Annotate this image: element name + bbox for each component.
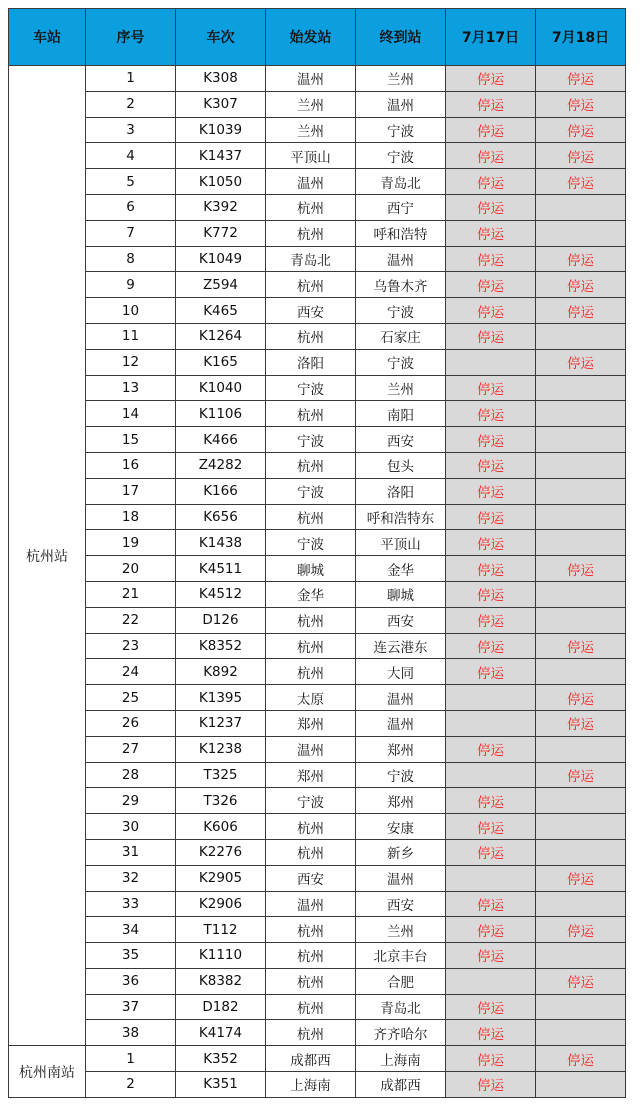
origin-station: 温州 xyxy=(266,169,356,195)
status-jul18: 停运 xyxy=(536,272,626,298)
origin-station: 温州 xyxy=(266,66,356,92)
status-jul18: 停运 xyxy=(536,349,626,375)
row-number: 33 xyxy=(86,891,176,917)
table-row xyxy=(9,814,626,840)
destination-station: 西安 xyxy=(356,607,446,633)
status-jul18: 停运 xyxy=(536,298,626,324)
status-jul17: 停运 xyxy=(446,401,536,427)
destination-station: 包头 xyxy=(356,452,446,478)
status-jul17: 停运 xyxy=(446,66,536,92)
train-number: D182 xyxy=(176,994,266,1020)
status-jul17 xyxy=(446,762,536,788)
origin-station: 宁波 xyxy=(266,478,356,504)
row-number: 37 xyxy=(86,994,176,1020)
train-number: Z4282 xyxy=(176,452,266,478)
destination-station: 青岛北 xyxy=(356,994,446,1020)
table-row xyxy=(9,272,626,298)
destination-station: 北京丰台 xyxy=(356,943,446,969)
row-number: 22 xyxy=(86,607,176,633)
status-jul17: 停运 xyxy=(446,917,536,943)
table-row xyxy=(9,633,626,659)
table-row xyxy=(9,788,626,814)
origin-station: 宁波 xyxy=(266,788,356,814)
row-number: 21 xyxy=(86,581,176,607)
status-jul17: 停运 xyxy=(446,427,536,453)
status-jul18: 停运 xyxy=(536,169,626,195)
origin-station: 杭州 xyxy=(266,452,356,478)
train-number: K772 xyxy=(176,220,266,246)
train-number: K1237 xyxy=(176,710,266,736)
status-jul17: 停运 xyxy=(446,1072,536,1098)
destination-station: 温州 xyxy=(356,685,446,711)
status-jul17 xyxy=(446,685,536,711)
status-jul17: 停运 xyxy=(446,1020,536,1046)
table-row xyxy=(9,143,626,169)
row-number: 32 xyxy=(86,865,176,891)
status-jul17: 停运 xyxy=(446,581,536,607)
row-number: 36 xyxy=(86,968,176,994)
train-number: K308 xyxy=(176,66,266,92)
table-row xyxy=(9,169,626,195)
destination-station: 呼和浩特 xyxy=(356,220,446,246)
table-row xyxy=(9,530,626,556)
destination-station: 郑州 xyxy=(356,736,446,762)
train-number: K606 xyxy=(176,814,266,840)
header-train: 车次 xyxy=(176,9,266,66)
origin-station: 杭州 xyxy=(266,659,356,685)
destination-station: 西安 xyxy=(356,891,446,917)
destination-station: 石家庄 xyxy=(356,323,446,349)
status-jul17: 停运 xyxy=(446,478,536,504)
train-number: K1438 xyxy=(176,530,266,556)
row-number: 5 xyxy=(86,169,176,195)
table-row xyxy=(9,504,626,530)
row-number: 27 xyxy=(86,736,176,762)
header-date-jul18: 7月18日 xyxy=(536,9,626,66)
row-number: 15 xyxy=(86,427,176,453)
origin-station: 郑州 xyxy=(266,762,356,788)
status-jul17: 停运 xyxy=(446,504,536,530)
status-jul17: 停运 xyxy=(446,91,536,117)
status-jul17: 停运 xyxy=(446,143,536,169)
table-row xyxy=(9,736,626,762)
row-number: 8 xyxy=(86,246,176,272)
status-jul18 xyxy=(536,375,626,401)
status-jul18 xyxy=(536,581,626,607)
train-number: K8352 xyxy=(176,633,266,659)
status-jul18: 停运 xyxy=(536,633,626,659)
table-row xyxy=(9,607,626,633)
status-jul17: 停运 xyxy=(446,736,536,762)
origin-station: 平顶山 xyxy=(266,143,356,169)
destination-station: 温州 xyxy=(356,710,446,736)
row-number: 16 xyxy=(86,452,176,478)
status-jul18: 停运 xyxy=(536,117,626,143)
table-row xyxy=(9,865,626,891)
status-jul17: 停运 xyxy=(446,633,536,659)
status-jul17: 停运 xyxy=(446,452,536,478)
train-number: T325 xyxy=(176,762,266,788)
row-number: 13 xyxy=(86,375,176,401)
status-jul17 xyxy=(446,349,536,375)
train-number: K892 xyxy=(176,659,266,685)
train-number: K166 xyxy=(176,478,266,504)
status-jul17: 停运 xyxy=(446,994,536,1020)
row-number: 30 xyxy=(86,814,176,840)
table-row xyxy=(9,685,626,711)
header-station: 车站 xyxy=(9,9,86,66)
status-jul17: 停运 xyxy=(446,220,536,246)
destination-station: 温州 xyxy=(356,91,446,117)
table-row xyxy=(9,66,626,92)
status-jul18 xyxy=(536,194,626,220)
status-jul17: 停运 xyxy=(446,839,536,865)
table-row xyxy=(9,581,626,607)
train-number: K465 xyxy=(176,298,266,324)
origin-station: 温州 xyxy=(266,736,356,762)
status-jul17 xyxy=(446,968,536,994)
destination-station: 呼和浩特东 xyxy=(356,504,446,530)
destination-station: 西安 xyxy=(356,427,446,453)
table-row xyxy=(9,91,626,117)
train-number: K1437 xyxy=(176,143,266,169)
row-number: 25 xyxy=(86,685,176,711)
origin-station: 杭州 xyxy=(266,272,356,298)
train-number: T112 xyxy=(176,917,266,943)
origin-station: 西安 xyxy=(266,298,356,324)
status-jul18 xyxy=(536,452,626,478)
destination-station: 郑州 xyxy=(356,788,446,814)
status-jul18 xyxy=(536,943,626,969)
table-row xyxy=(9,246,626,272)
origin-station: 杭州 xyxy=(266,968,356,994)
status-jul17: 停运 xyxy=(446,375,536,401)
train-number: K1395 xyxy=(176,685,266,711)
train-number: K351 xyxy=(176,1072,266,1098)
row-number: 24 xyxy=(86,659,176,685)
status-jul18 xyxy=(536,323,626,349)
row-number: 2 xyxy=(86,1072,176,1098)
destination-station: 宁波 xyxy=(356,143,446,169)
header-date-jul17: 7月17日 xyxy=(446,9,536,66)
row-number: 26 xyxy=(86,710,176,736)
destination-station: 新乡 xyxy=(356,839,446,865)
status-jul18 xyxy=(536,814,626,840)
origin-station: 兰州 xyxy=(266,91,356,117)
row-number: 19 xyxy=(86,530,176,556)
origin-station: 杭州 xyxy=(266,839,356,865)
status-jul18 xyxy=(536,401,626,427)
status-jul18: 停运 xyxy=(536,66,626,92)
status-jul17: 停运 xyxy=(446,530,536,556)
train-number: K466 xyxy=(176,427,266,453)
row-number: 29 xyxy=(86,788,176,814)
destination-station: 宁波 xyxy=(356,298,446,324)
origin-station: 杭州 xyxy=(266,194,356,220)
origin-station: 杭州 xyxy=(266,1020,356,1046)
status-jul17: 停运 xyxy=(446,323,536,349)
origin-station: 聊城 xyxy=(266,556,356,582)
destination-station: 兰州 xyxy=(356,375,446,401)
row-number: 11 xyxy=(86,323,176,349)
origin-station: 杭州 xyxy=(266,323,356,349)
status-jul18 xyxy=(536,478,626,504)
origin-station: 成都西 xyxy=(266,1046,356,1072)
status-jul18 xyxy=(536,1072,626,1098)
destination-station: 合肥 xyxy=(356,968,446,994)
origin-station: 宁波 xyxy=(266,530,356,556)
train-number: K1039 xyxy=(176,117,266,143)
status-jul18: 停运 xyxy=(536,685,626,711)
table-row xyxy=(9,891,626,917)
train-number: K1238 xyxy=(176,736,266,762)
origin-station: 杭州 xyxy=(266,633,356,659)
train-number: K4511 xyxy=(176,556,266,582)
row-number: 4 xyxy=(86,143,176,169)
destination-station: 大同 xyxy=(356,659,446,685)
status-jul18: 停运 xyxy=(536,968,626,994)
table-row xyxy=(9,452,626,478)
status-jul17: 停运 xyxy=(446,788,536,814)
origin-station: 青岛北 xyxy=(266,246,356,272)
destination-station: 洛阳 xyxy=(356,478,446,504)
destination-station: 青岛北 xyxy=(356,169,446,195)
status-jul18: 停运 xyxy=(536,246,626,272)
table-row xyxy=(9,194,626,220)
train-number: K2906 xyxy=(176,891,266,917)
row-number: 18 xyxy=(86,504,176,530)
status-jul18 xyxy=(536,788,626,814)
status-jul17 xyxy=(446,710,536,736)
train-number: K1049 xyxy=(176,246,266,272)
row-number: 2 xyxy=(86,91,176,117)
row-number: 38 xyxy=(86,1020,176,1046)
station-name: 杭州站 xyxy=(9,66,86,1046)
row-number: 7 xyxy=(86,220,176,246)
train-number: K1050 xyxy=(176,169,266,195)
status-jul17: 停运 xyxy=(446,556,536,582)
table-row xyxy=(9,375,626,401)
status-jul18: 停运 xyxy=(536,917,626,943)
origin-station: 洛阳 xyxy=(266,349,356,375)
table-row xyxy=(9,917,626,943)
status-jul18 xyxy=(536,839,626,865)
table-row xyxy=(9,762,626,788)
status-jul17: 停运 xyxy=(446,246,536,272)
origin-station: 兰州 xyxy=(266,117,356,143)
status-jul18 xyxy=(536,736,626,762)
train-number: K307 xyxy=(176,91,266,117)
origin-station: 杭州 xyxy=(266,917,356,943)
train-number: D126 xyxy=(176,607,266,633)
destination-station: 乌鲁木齐 xyxy=(356,272,446,298)
train-number: K4174 xyxy=(176,1020,266,1046)
origin-station: 杭州 xyxy=(266,994,356,1020)
origin-station: 杭州 xyxy=(266,814,356,840)
status-jul18 xyxy=(536,427,626,453)
status-jul17: 停运 xyxy=(446,272,536,298)
destination-station: 平顶山 xyxy=(356,530,446,556)
train-number: K8382 xyxy=(176,968,266,994)
origin-station: 宁波 xyxy=(266,427,356,453)
status-jul18: 停运 xyxy=(536,1046,626,1072)
header-origin: 始发站 xyxy=(266,9,356,66)
status-jul17: 停运 xyxy=(446,194,536,220)
row-number: 14 xyxy=(86,401,176,427)
status-jul18 xyxy=(536,504,626,530)
status-jul18 xyxy=(536,607,626,633)
table-row xyxy=(9,220,626,246)
header-row xyxy=(9,9,626,66)
table-row xyxy=(9,1046,626,1072)
origin-station: 太原 xyxy=(266,685,356,711)
status-jul17: 停运 xyxy=(446,891,536,917)
train-suspension-table xyxy=(8,8,626,1098)
row-number: 12 xyxy=(86,349,176,375)
origin-station: 温州 xyxy=(266,891,356,917)
destination-station: 上海南 xyxy=(356,1046,446,1072)
status-jul18: 停运 xyxy=(536,556,626,582)
origin-station: 金华 xyxy=(266,581,356,607)
row-number: 34 xyxy=(86,917,176,943)
table-row xyxy=(9,478,626,504)
train-number: K1264 xyxy=(176,323,266,349)
train-number: K1040 xyxy=(176,375,266,401)
row-number: 23 xyxy=(86,633,176,659)
table-row xyxy=(9,659,626,685)
status-jul18: 停运 xyxy=(536,865,626,891)
destination-station: 兰州 xyxy=(356,917,446,943)
table-row xyxy=(9,427,626,453)
table-row xyxy=(9,298,626,324)
table-row xyxy=(9,994,626,1020)
status-jul17: 停运 xyxy=(446,169,536,195)
status-jul18: 停运 xyxy=(536,91,626,117)
table-row xyxy=(9,1020,626,1046)
destination-station: 温州 xyxy=(356,865,446,891)
status-jul18 xyxy=(536,659,626,685)
destination-station: 连云港东 xyxy=(356,633,446,659)
station-name: 杭州南站 xyxy=(9,1046,86,1098)
destination-station: 宁波 xyxy=(356,349,446,375)
status-jul18 xyxy=(536,220,626,246)
table-row xyxy=(9,943,626,969)
destination-station: 温州 xyxy=(356,246,446,272)
origin-station: 杭州 xyxy=(266,607,356,633)
origin-station: 杭州 xyxy=(266,943,356,969)
status-jul17 xyxy=(446,865,536,891)
origin-station: 杭州 xyxy=(266,220,356,246)
row-number: 10 xyxy=(86,298,176,324)
table-row xyxy=(9,968,626,994)
train-number: K656 xyxy=(176,504,266,530)
origin-station: 上海南 xyxy=(266,1072,356,1098)
row-number: 17 xyxy=(86,478,176,504)
row-number: 35 xyxy=(86,943,176,969)
status-jul17: 停运 xyxy=(446,607,536,633)
status-jul17: 停运 xyxy=(446,814,536,840)
train-number: T326 xyxy=(176,788,266,814)
table-row xyxy=(9,710,626,736)
status-jul17: 停运 xyxy=(446,943,536,969)
origin-station: 杭州 xyxy=(266,401,356,427)
train-number: Z594 xyxy=(176,272,266,298)
destination-station: 西宁 xyxy=(356,194,446,220)
destination-station: 南阳 xyxy=(356,401,446,427)
header-destination: 终到站 xyxy=(356,9,446,66)
row-number: 1 xyxy=(86,1046,176,1072)
status-jul17: 停运 xyxy=(446,1046,536,1072)
destination-station: 兰州 xyxy=(356,66,446,92)
destination-station: 宁波 xyxy=(356,117,446,143)
origin-station: 郑州 xyxy=(266,710,356,736)
table-row xyxy=(9,349,626,375)
table-row xyxy=(9,839,626,865)
row-number: 3 xyxy=(86,117,176,143)
table-row xyxy=(9,401,626,427)
train-number: K4512 xyxy=(176,581,266,607)
origin-station: 杭州 xyxy=(266,504,356,530)
destination-station: 金华 xyxy=(356,556,446,582)
destination-station: 宁波 xyxy=(356,762,446,788)
destination-station: 成都西 xyxy=(356,1072,446,1098)
destination-station: 安康 xyxy=(356,814,446,840)
train-number: K2276 xyxy=(176,839,266,865)
row-number: 20 xyxy=(86,556,176,582)
destination-station: 齐齐哈尔 xyxy=(356,1020,446,1046)
train-number: K1106 xyxy=(176,401,266,427)
status-jul18 xyxy=(536,530,626,556)
train-number: K352 xyxy=(176,1046,266,1072)
row-number: 28 xyxy=(86,762,176,788)
origin-station: 西安 xyxy=(266,865,356,891)
table-row xyxy=(9,117,626,143)
train-number: K392 xyxy=(176,194,266,220)
status-jul18: 停运 xyxy=(536,710,626,736)
row-number: 6 xyxy=(86,194,176,220)
destination-station: 聊城 xyxy=(356,581,446,607)
row-number: 9 xyxy=(86,272,176,298)
status-jul18: 停运 xyxy=(536,762,626,788)
status-jul17: 停运 xyxy=(446,298,536,324)
origin-station: 宁波 xyxy=(266,375,356,401)
status-jul17: 停运 xyxy=(446,117,536,143)
train-number: K2905 xyxy=(176,865,266,891)
status-jul18 xyxy=(536,994,626,1020)
table-row xyxy=(9,323,626,349)
row-number: 31 xyxy=(86,839,176,865)
status-jul17: 停运 xyxy=(446,659,536,685)
status-jul18 xyxy=(536,1020,626,1046)
header-number: 序号 xyxy=(86,9,176,66)
train-number: K1110 xyxy=(176,943,266,969)
row-number: 1 xyxy=(86,66,176,92)
table-row xyxy=(9,556,626,582)
train-number: K165 xyxy=(176,349,266,375)
status-jul18 xyxy=(536,891,626,917)
suspension-table-wrapper xyxy=(8,8,626,1098)
table-row xyxy=(9,1072,626,1098)
status-jul18: 停运 xyxy=(536,143,626,169)
